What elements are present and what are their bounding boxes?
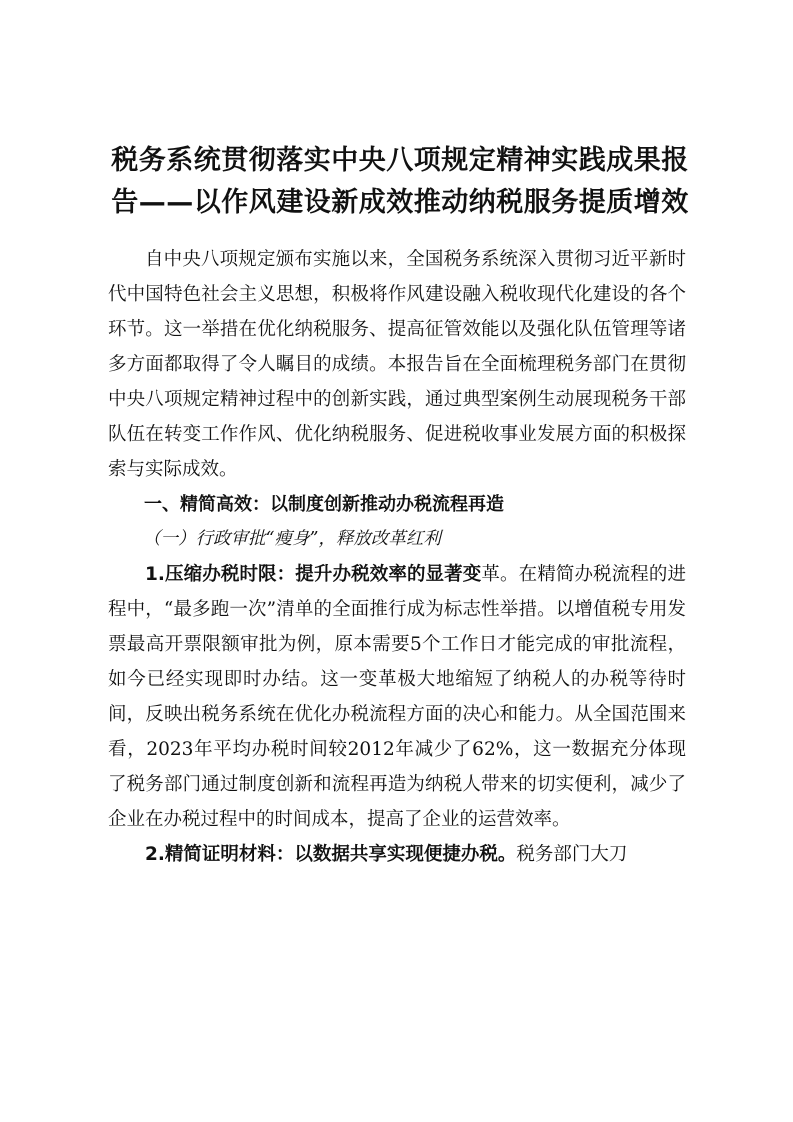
document-body bbox=[108, 242, 686, 872]
item-1-paragraph bbox=[108, 557, 686, 837]
item-2-body: 税务部门大刀 bbox=[516, 844, 628, 865]
intro-paragraph: 自中央八项规定颁布实施以来，全国税务系统深入贯彻习近平新时代中国特色社会主义思想，积极将作风建设融入税收现代化建设的各个环节。这一举措在优化纳税服务、提高征管效能以及强化队伍管理等诸多方面都取得了令人瞩目的成绩。本报告旨在全面梳理税务部门在贯彻中央八项规定精神过程中的创新实践，通过典型案例生动展现税务干部队伍在转变工作作风、优化纳税服务、促进税收事业发展方面的积极探索与实际成效。 bbox=[108, 249, 686, 480]
document-title: 税务系统贯彻落实中央八项规定精神实践成果报告——以作风建设新成效推动纳税服务提质增效 bbox=[111, 145, 689, 218]
item-1-lead: 1.压缩办税时限：提升办税效率的显著变 bbox=[145, 564, 482, 585]
section-heading: 一、精简高效：以制度创新推动办税流程再造 bbox=[144, 494, 504, 515]
subsection-heading: （一）行政审批“瘦身”，释放改革红利 bbox=[143, 529, 441, 549]
item-1-body: 革。在精简办税流程的进程中，“最多跑一次”清单的全面推行成为标志性举措。以增值税专用发票最高开票限额审批为例，原本需要5个工作日才能完成的审批流程，如今已经实现即时办结。这一变革极大地缩短了纳税人的办税等待时间，反映出税务系统在优化办税流程方面的决心和能力。从全国范围来看，2023年平均办税时间较2012年减少了62%，这一数据充分体现了税务部门通过制度创新和流程再造为纳税人带来的切实便利，减少了企业在办税过程中的时间成本，提高了企业的运营效率。 bbox=[108, 564, 686, 830]
item-2-lead: 2.精简证明材料：以数据共享实现便捷办税。 bbox=[145, 844, 517, 865]
item-2-paragraph bbox=[108, 837, 686, 872]
